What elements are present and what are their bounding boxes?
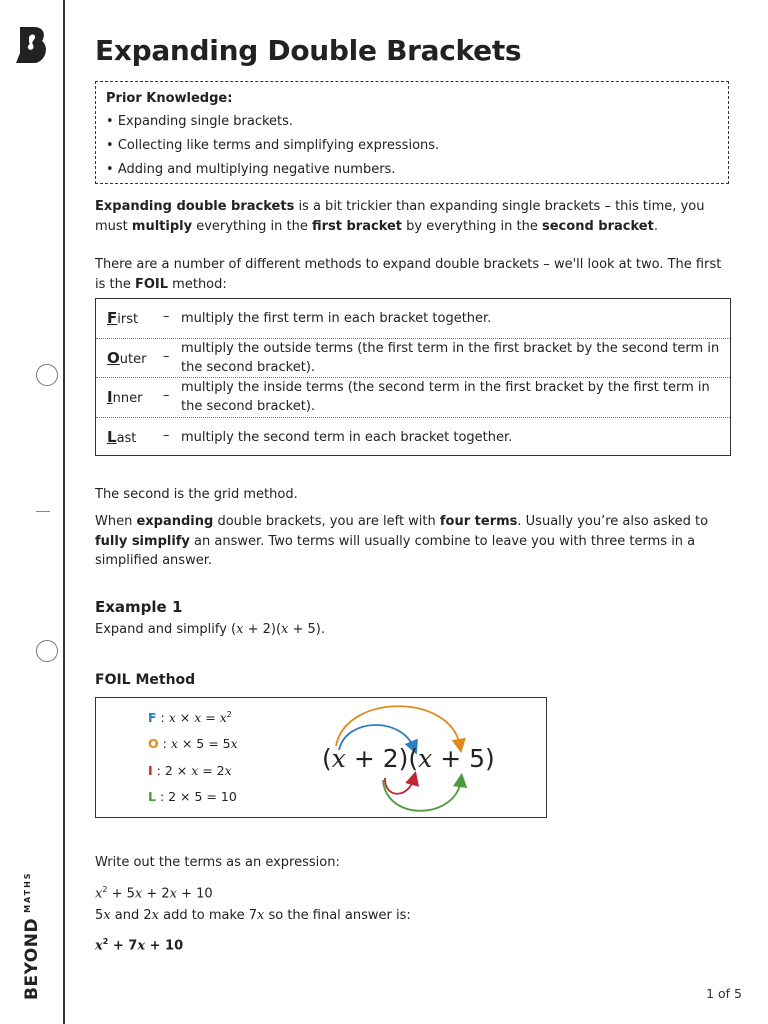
para-bold: fully simplify [95,533,190,549]
foil-dash: – [163,348,170,364]
work-line-2 [95,880,735,904]
foil-description: multiply the second term in each bracket together. [181,429,513,445]
answer-variable: x [95,938,103,954]
work-line-3 [95,906,735,926]
step-letter: F [148,710,157,726]
intro-bold: Expanding double brackets [95,199,295,214]
margin-line [63,0,65,1024]
work-text: + 10 [177,886,213,902]
prior-knowledge-title: Prior Knowledge: [106,91,233,106]
step-letter: I [148,763,153,778]
page-title: Expanding Double Brackets [95,34,522,67]
foil-word-rest: ast [116,430,137,446]
answer-exponent: 2 [102,937,109,946]
prior-knowledge-item: • Expanding single brackets. [106,114,294,129]
four-terms-paragraph [95,512,735,571]
step-text: × [175,710,195,726]
intro-bold: first bracket [311,218,403,234]
work-variable: x [151,908,159,923]
foil-dash: – [163,388,170,403]
foil-word-rest: uter [119,351,147,367]
foil-row-first [96,299,730,339]
expr-variable: x [331,744,346,773]
foil-description: multiply the outside terms (the first term in the first bracket by the second term in the second bracket). [181,340,720,375]
step-exponent: 2 [226,710,232,719]
intro-text: everything in the [192,218,312,234]
foil-word-rest: nner [112,391,143,406]
step-text: : [156,710,169,726]
foil-description: multiply the inside terms (the second term in the first bracket by the first term in the second bracket). [181,380,710,414]
work-variable: x [169,886,177,902]
work-variable: x [103,908,111,923]
foil-diagram [95,697,547,818]
answer-text: + 7 [108,938,138,954]
step-text: = [201,710,220,726]
foil-initial: I [107,388,113,406]
prompt-text: Expand and simplify ( [95,622,237,637]
foil-row-inner [96,378,730,418]
step-text: : 2 × [152,763,192,778]
prior-knowledge-text: Adding and multiplying negative numbers. [117,162,396,177]
work-text: + 5 [107,886,135,902]
step-variable: x [168,710,176,726]
step-text: = 2 [198,763,225,778]
step-variable: x [224,763,232,778]
work-variable: x [134,886,143,902]
prior-knowledge-item: • Adding and multiplying negative numbers. [106,162,396,177]
foil-initial: F [107,309,118,327]
intro-bold: second bracket [542,218,654,234]
answer-text: + 10 [145,938,184,954]
binder-hole [36,640,58,662]
fold-mark [36,511,50,512]
step-variable: x [230,736,238,751]
expr-text: + 5) [432,744,495,773]
answer-variable: x [137,938,146,954]
foil-description: multiply the first term in each bracket together. [181,311,492,326]
logo-icon [14,25,50,65]
bracket-expression [322,744,495,773]
step-text: : [158,736,171,751]
last-arrow [383,780,461,811]
para-text: . Usually you’re also asked to [517,514,709,529]
prior-knowledge-text: Collecting like terms and simplifying expressions. [117,138,440,153]
intro-text: is a bit trickier than expanding single brackets – this time, you must [95,199,705,234]
brand-main: BEYOND [22,917,42,1000]
foil-word [107,388,142,406]
para-bold: expanding [136,514,214,529]
intro-paragraph [95,197,735,236]
grid-method-intro: The second is the grid method. [95,487,298,502]
foil-word-rest: irst [117,312,139,327]
step-variable: x [194,710,202,726]
work-exponent: 2 [102,885,108,894]
para-text: When [95,514,137,529]
foil-initial: O [107,348,120,367]
brand-wordmark [22,871,42,1000]
prompt-variable: x [281,622,289,637]
example-prompt [95,620,735,640]
foil-table [95,298,731,456]
binder-hole [36,364,58,386]
step-letter: L [148,789,156,804]
para-bold: four terms [439,514,518,529]
outer-arrow [336,706,460,746]
logo [14,25,50,65]
methods-paragraph [95,255,735,294]
prompt-variable: x [236,622,244,637]
prior-knowledge-box [95,81,729,184]
intro-text: . [653,218,658,234]
example-heading: Example 1 [95,598,183,616]
foil-word [107,349,146,367]
step-text: × 5 = 5 [177,736,231,751]
foil-dash: – [163,309,170,324]
work-text: so the final answer is: [264,908,411,923]
methods-bold: FOIL [134,276,169,292]
work-text: and 2 [110,908,152,923]
methods-text: method: [168,276,227,292]
page-number: 1 of 5 [706,986,742,1001]
foil-word [107,309,138,327]
foil-dash: – [163,427,170,443]
work-variable: x [95,886,103,902]
step-variable: x [170,736,178,751]
brand-sub: MATHS [23,871,32,913]
foil-method-heading: FOIL Method [95,672,196,688]
expr-text: ( [322,744,332,773]
foil-row-last [96,418,730,458]
work-text: 5 [95,908,104,923]
prior-knowledge-item: • Collecting like terms and simplifying expressions. [106,138,440,153]
prior-knowledge-text: Expanding single brackets. [117,114,294,129]
intro-bold: multiply [131,218,193,234]
step-variable: x [219,710,227,726]
methods-text: There are a number of different methods to expand double brackets – we'll look at two. The first is the [95,257,722,292]
work-variable: x [256,908,265,923]
step-letter: O [148,736,159,751]
work-text: + 2 [142,886,170,902]
work-text: add to make 7 [158,908,257,923]
para-text: an answer. Two terms will usually combine to leave you with three terms in a simplified answer. [95,533,696,568]
foil-word [107,428,136,446]
final-answer [95,932,735,956]
para-text: double brackets, you are left with [213,514,440,529]
step-variable: x [191,763,199,778]
expr-text: + 2)( [345,744,419,773]
foil-row-outer [96,339,730,379]
prompt-text: + 5). [288,622,326,637]
expr-variable: x [418,744,433,773]
inner-arrow [385,778,414,794]
intro-text: by everything in the [402,218,542,234]
foil-initial: L [107,427,117,446]
prompt-text: + 2)( [243,622,282,637]
step-text: : 2 × 5 = 10 [155,789,237,804]
work-line-1: Write out the terms as an expression: [95,855,340,870]
